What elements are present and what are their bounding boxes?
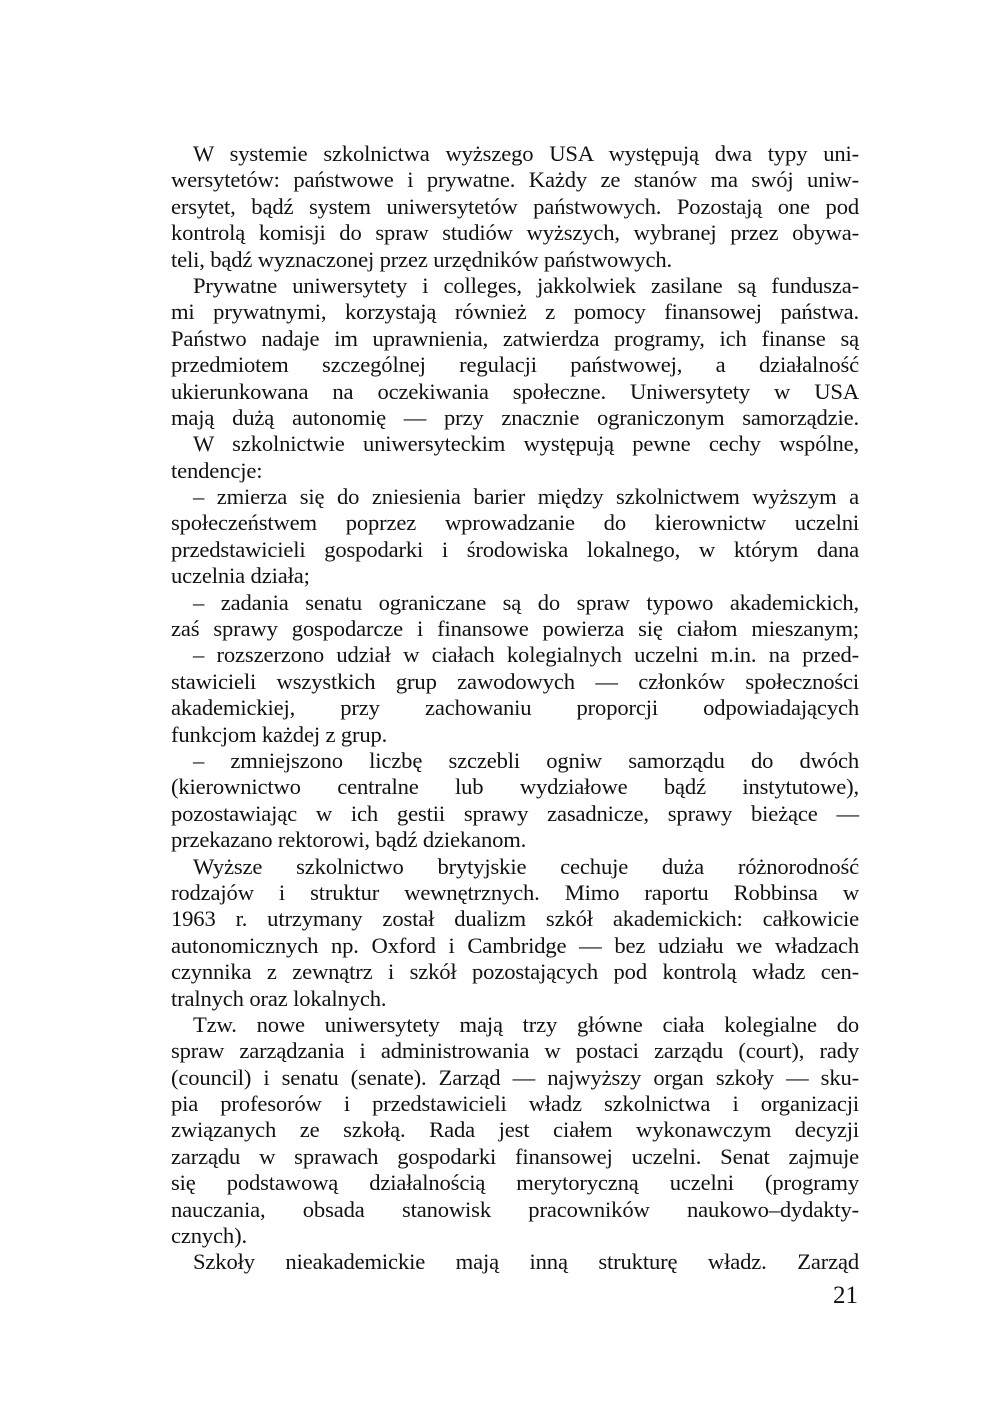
text-line: Tzw. nowe uniwersytety mają trzy główne ciała kolegialne do bbox=[193, 1011, 859, 1037]
document-page bbox=[149, 141, 859, 1276]
text-line: Państwo nadaje im uprawnienia, zatwierdza programy, ich finanse są bbox=[171, 325, 859, 351]
text-line: kontrolą komisji do spraw studiów wyższych, wybranej przez obywa- bbox=[171, 220, 859, 246]
paragraph-usa-university-types bbox=[149, 141, 859, 273]
text-line: związanych ze szkołą. Rada jest ciałem wykonawczym decyzji bbox=[171, 1117, 859, 1143]
text-line: tendencje: bbox=[171, 457, 263, 483]
text-line: pozostawiając w ich gestii sprawy zasadnicze, sprawy bieżące — bbox=[171, 800, 859, 826]
text-line: nauczania, obsada stanowisk pracowników naukowo–dydakty- bbox=[171, 1196, 859, 1222]
list-item-senate-tasks bbox=[149, 590, 859, 643]
paragraph-common-tendencies bbox=[149, 431, 859, 484]
text-line: Wyższe szkolnictwo brytyjskie cechuje duża różnorodność bbox=[193, 853, 859, 879]
text-line: autonomicznych np. Oxford i Cambridge — bez udziału we władzach bbox=[171, 932, 859, 958]
text-line: – zmniejszono liczbę szczebli ogniw samorządu do dwóch bbox=[193, 747, 859, 773]
paragraph-non-academic-schools bbox=[149, 1249, 859, 1275]
text-line: uczelnia działa; bbox=[171, 563, 310, 589]
text-line: W szkolnictwie uniwersyteckim występują pewne cechy wspólne, bbox=[193, 431, 859, 457]
text-line: funkcjom każdej z grup. bbox=[171, 721, 388, 747]
text-line: spraw zarządzania i administrowania w postaci zarządu (court), rady bbox=[171, 1038, 859, 1064]
text-line: stawicieli wszystkich grup zawodowych — członków społeczności bbox=[171, 668, 859, 694]
list-item-collegial-bodies bbox=[149, 642, 859, 748]
text-line: przedstawicieli gospodarki i środowiska lokalnego, w którym dana bbox=[171, 536, 859, 562]
text-line: tralnych oraz lokalnych. bbox=[171, 985, 387, 1011]
paragraph-private-universities bbox=[149, 273, 859, 431]
text-line: mają dużą autonomię — przy znacznie ograniczonym samorządzie. bbox=[171, 404, 859, 430]
text-line: zarządu w sprawach gospodarki finansowej uczelni. Senat zajmuje bbox=[171, 1143, 859, 1169]
paragraph-new-universities bbox=[149, 1012, 859, 1250]
text-line: przekazano rektorowi, bądź dziekanom. bbox=[171, 827, 527, 853]
text-line: Szkoły nieakademickie mają inną strukturę władz. Zarząd bbox=[193, 1249, 859, 1275]
text-line: (council) i senatu (senate). Zarząd — najwyższy organ szkoły — sku- bbox=[171, 1064, 859, 1090]
text-line: akademickiej, przy zachowaniu proporcji odpowiadających bbox=[171, 695, 859, 721]
text-line: 1963 r. utrzymany został dualizm szkół akademickich: całkowicie bbox=[171, 906, 859, 932]
text-line: mi prywatnymi, korzystają również z pomocy finansowej państwa. bbox=[171, 299, 859, 325]
text-line: – rozszerzono udział w ciałach kolegialnych uczelni m.in. na przed- bbox=[193, 642, 859, 668]
text-line: czynnika z zewnątrz i szkół pozostających pod kontrolą władz cen- bbox=[171, 959, 859, 985]
text-line: wersytetów: państwowe i prywatne. Każdy ze stanów ma swój uniw- bbox=[171, 167, 859, 193]
paragraph-british-higher-education bbox=[149, 854, 859, 1012]
text-line: się podstawową działalnością merytoryczną uczelni (programy bbox=[171, 1170, 859, 1196]
text-line: ukierunkowana na oczekiwania społeczne. Uniwersytety w USA bbox=[171, 378, 859, 404]
text-line: pia profesorów i przedstawicieli władz szkolnictwa i organizacji bbox=[171, 1091, 859, 1117]
text-line: przedmiotem szczególnej regulacji państwowej, a działalność bbox=[171, 352, 859, 378]
text-line: – zmierza się do zniesienia barier między szkolnictwem wyższym a bbox=[193, 484, 859, 510]
text-line: zaś sprawy gospodarcze i finansowe powierza się ciałom mieszanym; bbox=[171, 616, 859, 642]
text-line: rodzajów i struktur wewnętrznych. Mimo raportu Robbinsa w bbox=[171, 879, 859, 905]
text-line: społeczeństwem poprzez wprowadzanie do kierownictw uczelni bbox=[171, 510, 859, 536]
page-number: 21 bbox=[833, 1282, 858, 1309]
text-line: Prywatne uniwersytety i colleges, jakkolwiek zasilane są fundusza- bbox=[193, 272, 859, 298]
text-line: – zadania senatu ograniczane są do spraw typowo akademickich, bbox=[193, 589, 859, 615]
text-line: ersytet, bądź system uniwersytetów państwowych. Pozostają one pod bbox=[171, 193, 859, 219]
text-line: (kierownictwo centralne lub wydziałowe bądź instytutowe), bbox=[171, 774, 859, 800]
text-line: teli, bądź wyznaczonej przez urzędników państwowych. bbox=[171, 246, 672, 272]
text-line: cznych). bbox=[171, 1223, 247, 1249]
text-line: W systemie szkolnictwa wyższego USA występują dwa typy uni- bbox=[193, 141, 859, 166]
list-item-barriers bbox=[149, 484, 859, 590]
list-item-self-government-levels bbox=[149, 748, 859, 854]
